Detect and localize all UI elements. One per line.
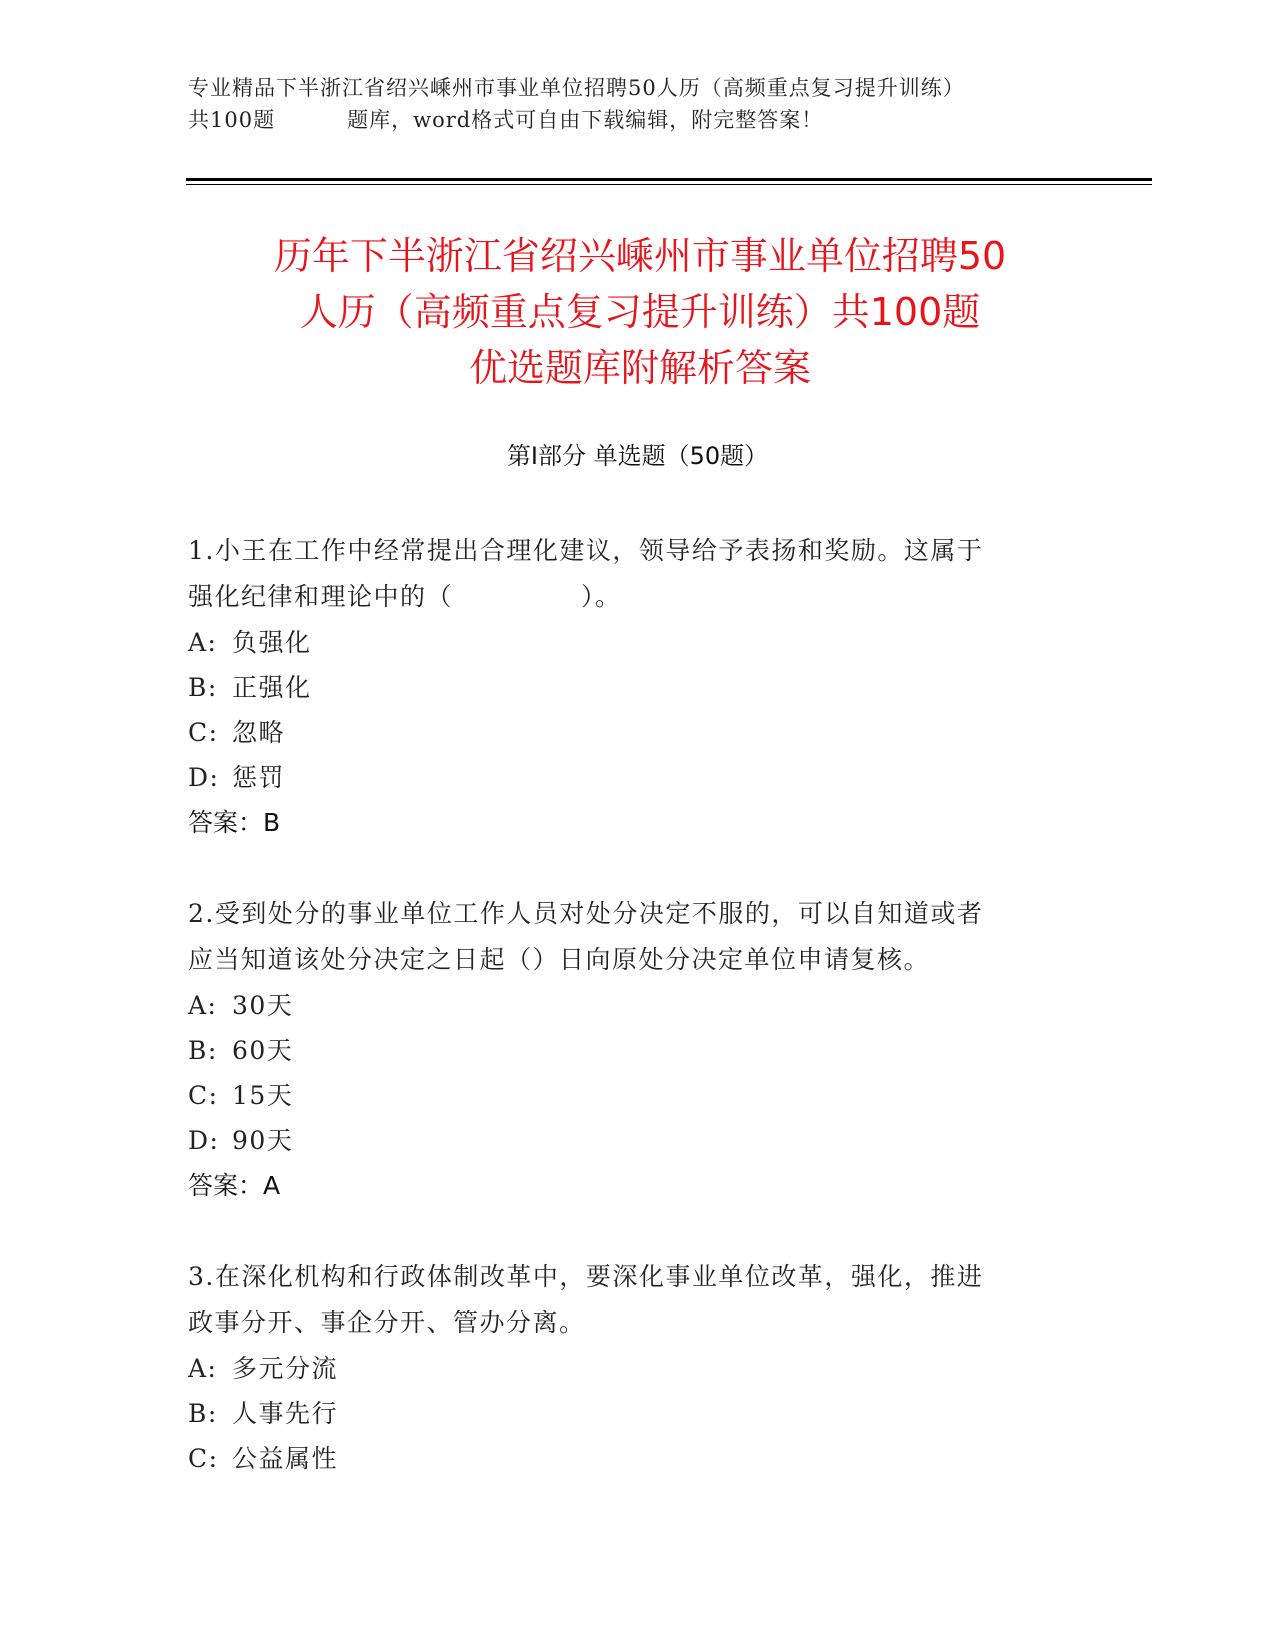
option-text: 60天 bbox=[232, 1036, 294, 1065]
option-b bbox=[188, 665, 1068, 710]
question-stem-line: 政事分开、事企分开、管办分离。 bbox=[188, 1308, 586, 1337]
question-stem-line: 3.在深化机构和行政体制改革中，要深化事业单位改革，强化，推进 bbox=[188, 1262, 984, 1291]
option-text: 15天 bbox=[232, 1081, 294, 1110]
option-letter: C: bbox=[188, 1444, 219, 1473]
document-title-line1: 历年下半浙江省绍兴嵊州市事业单位招聘50 bbox=[273, 234, 1007, 278]
option-text: 惩罚 bbox=[232, 763, 286, 792]
option-d bbox=[188, 755, 1068, 800]
option-text: 多元分流 bbox=[232, 1354, 339, 1383]
header-divider-thick bbox=[186, 178, 1152, 181]
option-text: 负强化 bbox=[232, 628, 312, 657]
option-letter: C: bbox=[188, 1081, 219, 1110]
question-3 bbox=[188, 1254, 1068, 1481]
header-note bbox=[188, 72, 1088, 136]
header-divider-thin bbox=[186, 184, 1152, 185]
question-stem-text: 强化纪律和理论中的（ bbox=[188, 582, 454, 611]
header-note-description: 题库，word格式可自由下载编辑，附完整答案！ bbox=[347, 108, 824, 132]
option-a bbox=[188, 983, 1068, 1028]
answer-text: 答案：B bbox=[188, 808, 281, 837]
answer-text: 答案：A bbox=[188, 1171, 281, 1200]
option-letter: A: bbox=[188, 1354, 218, 1383]
option-letter: D: bbox=[188, 763, 220, 792]
header-note-count: 共100题 bbox=[188, 108, 276, 132]
question-list bbox=[188, 528, 1068, 1527]
question-stem-line: 2.受到处分的事业单位工作人员对处分决定不服的，可以自知道或者 bbox=[188, 899, 984, 928]
document-title bbox=[180, 228, 1100, 396]
option-text: 90天 bbox=[232, 1126, 294, 1155]
option-text: 公益属性 bbox=[232, 1444, 339, 1473]
option-a bbox=[188, 620, 1068, 665]
option-letter: C: bbox=[188, 718, 219, 747]
question-2 bbox=[188, 891, 1068, 1208]
option-c bbox=[188, 1436, 1068, 1481]
document-title-line3: 优选题库附解析答案 bbox=[468, 346, 811, 390]
option-letter: A: bbox=[188, 991, 218, 1020]
document-title-line2: 人历（高频重点复习提升训练）共100题 bbox=[299, 290, 981, 334]
option-letter: B: bbox=[188, 1399, 218, 1428]
option-text: 人事先行 bbox=[232, 1399, 339, 1428]
option-text: 正强化 bbox=[232, 673, 312, 702]
option-letter: D: bbox=[188, 1126, 220, 1155]
question-1 bbox=[188, 528, 1068, 845]
option-text: 30天 bbox=[232, 991, 294, 1020]
option-c bbox=[188, 1073, 1068, 1118]
option-letter: B: bbox=[188, 1036, 218, 1065]
option-a bbox=[188, 1346, 1068, 1391]
option-b bbox=[188, 1391, 1068, 1436]
question-stem-line bbox=[188, 574, 1068, 620]
option-text: 忽略 bbox=[232, 718, 286, 747]
option-c bbox=[188, 710, 1068, 755]
header-note-line1: 专业精品下半浙江省绍兴嵊州市事业单位招聘50人历（高频重点复习提升训练） bbox=[188, 76, 965, 100]
option-d bbox=[188, 1118, 1068, 1163]
question-stem-text: ）。 bbox=[581, 582, 622, 611]
section-title: 第Ⅰ部分 单选题（50题） bbox=[506, 442, 769, 470]
option-b bbox=[188, 1028, 1068, 1073]
question-stem-line: 1.小王在工作中经常提出合理化建议，领导给予表扬和奖励。这属于 bbox=[188, 536, 984, 565]
option-letter: A: bbox=[188, 628, 218, 657]
header-note-line2 bbox=[188, 104, 1088, 136]
option-letter: B: bbox=[188, 673, 218, 702]
question-stem-line: 应当知道该处分决定之日起（）日向原处分决定单位申请复核。 bbox=[188, 945, 931, 974]
